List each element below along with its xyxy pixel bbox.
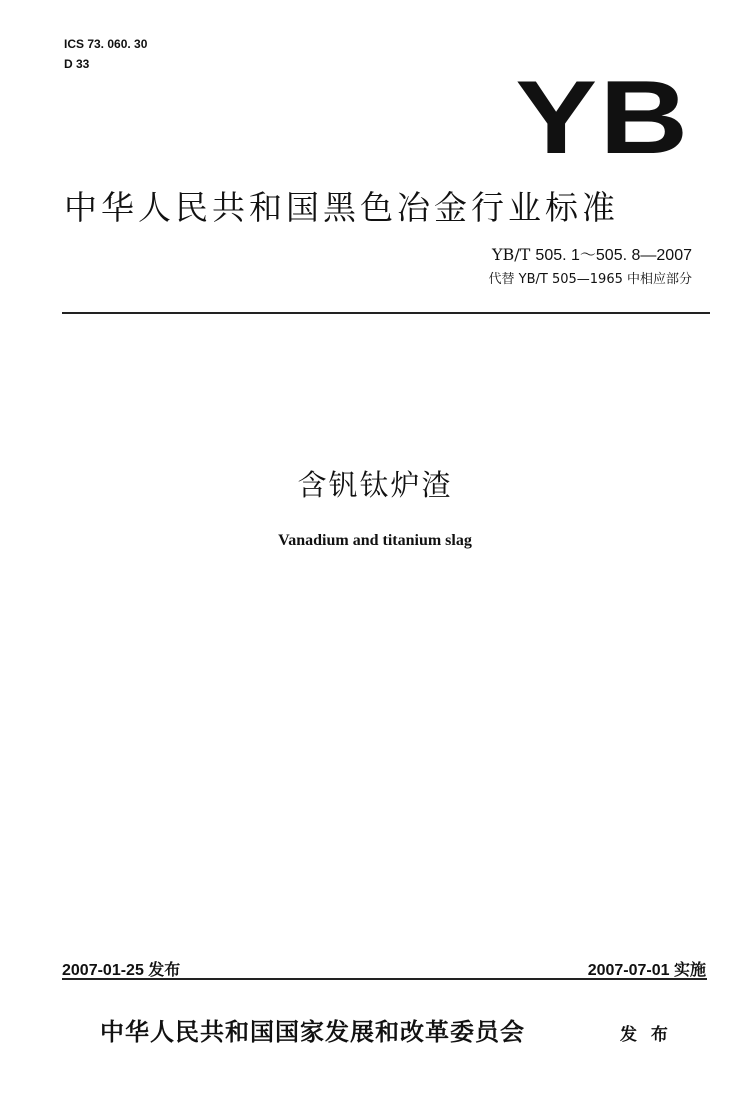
document-title-cn: 含钒钛炉渣 [297, 468, 453, 502]
implementation-date: 2007-07-01 实施 [587, 962, 706, 979]
top-divider [62, 312, 710, 314]
classification-codes [64, 34, 147, 74]
standard-category-title: 中华人民共和国黑色冶金行业标准 [64, 188, 619, 227]
standard-number-prefix: YB/T [491, 245, 531, 264]
issue-label: 发 布 [620, 1025, 672, 1045]
bottom-divider [62, 978, 707, 980]
issuing-authority: 中华人民共和国国家发展和改革委员会 [100, 1017, 525, 1046]
standard-number-range: 505. 1～505. 8—2007 [535, 247, 692, 264]
yb-logo: YB [514, 60, 690, 176]
replaces-note: 代替 YB/T 505—1965 中相应部分 [488, 272, 692, 287]
standard-number [492, 242, 692, 265]
document-title-en: Vanadium and titanium slag [278, 532, 472, 549]
ics-code: ICS 73. 060. 30 [64, 37, 148, 51]
ccs-code: D 33 [64, 57, 90, 71]
issue-date: 2007-01-25 发布 [62, 962, 181, 979]
